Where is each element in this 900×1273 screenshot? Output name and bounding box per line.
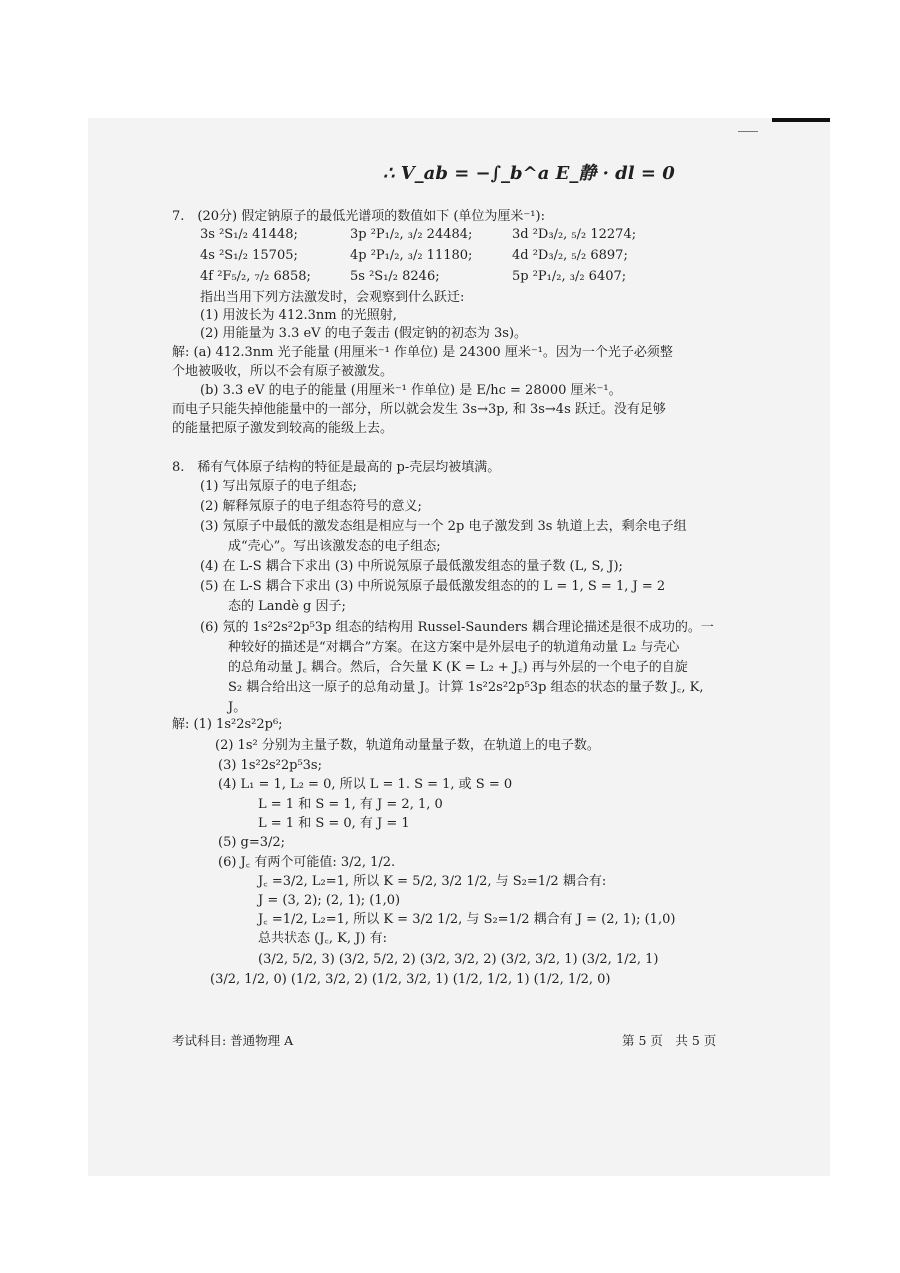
term-4f: 4f ²F₅/₂, ₇/₂ 6858;: [200, 269, 311, 284]
footer-page-number: 第 5 页 共 5 页: [622, 1033, 717, 1048]
term-4s: 4s ²S₁/₂ 15705;: [200, 248, 298, 263]
q7-solution-line-4: 而电子只能失掉他能量中的一部分，所以就会发生 3s→3p, 和 3s→4s 跃迁。没有足够: [172, 402, 666, 417]
q8-solution-1: 解: (1) 1s²2s²2p⁶;: [172, 717, 283, 732]
q8-item-2: (2) 解释氖原子的电子组态符号的意义;: [200, 499, 422, 514]
q7-intro: 7. (20分) 假定钠原子的最低光谱项的数值如下 (单位为厘米⁻¹):: [172, 209, 545, 224]
q8-solution-5: (5) g=3/2;: [218, 835, 286, 850]
term-3d: 3d ²D₃/₂, ₅/₂ 12274;: [512, 227, 637, 242]
q8-item-6-cont-1: 种较好的描述是“对耦合”方案。在这方案中是外层电子的轨道角动量 L₂ 与壳心: [228, 640, 680, 655]
q7-solution-line-1: 解: (a) 412.3nm 光子能量 (用厘米⁻¹ 作单位) 是 24300 厘米⁻¹。因为一个光子必须整: [172, 345, 673, 360]
term-3p: 3p ²P₁/₂, ₃/₂ 24484;: [350, 227, 473, 242]
q8-item-5: (5) 在 L-S 耦合下求出 (3) 中所说氖原子最低激发组态的的 L = 1, S = 1, J = 2: [200, 579, 666, 594]
q8-solution-states-2: (3/2, 1/2, 0) (1/2, 3/2, 2) (1/2, 3/2, 1) (1/2, 1/2, 1) (1/2, 1/2, 0): [210, 972, 611, 987]
q8-item-5-cont: 态的 Landè g 因子;: [228, 599, 346, 614]
term-5p: 5p ²P₁/₂, ₃/₂ 6407;: [512, 269, 627, 284]
term-4p: 4p ²P₁/₂, ₃/₂ 11180;: [350, 248, 473, 263]
q8-solution-4a: L = 1 和 S = 1, 有 J = 2, 1, 0: [258, 797, 443, 812]
term-4d: 4d ²D₃/₂, ₅/₂ 6897;: [512, 248, 628, 263]
q7-prompt: 指出当用下列方法激发时，会观察到什么跃迁:: [200, 290, 465, 305]
footer-subject: 考试科目: 普通物理 A: [172, 1033, 294, 1048]
q8-item-3: (3) 氖原子中最低的激发态组是相应与一个 2p 电子激发到 3s 轨道上去，剩余电子组: [200, 519, 687, 534]
q7-item-2: (2) 用能量为 3.3 eV 的电子轰击 (假定钠的初态为 3s)。: [200, 326, 528, 341]
q7-solution-line-2: 个地被吸收，所以不会有原子被激发。: [172, 364, 394, 379]
q8-solution-6: (6) J꜀ 有两个可能值: 3/2, 1/2.: [218, 855, 396, 870]
q8-item-4: (4) 在 L-S 耦合下求出 (3) 中所说氖原子最低激发组态的量子数 (L, S, J);: [200, 559, 623, 574]
q8-item-1: (1) 写出氖原子的电子组态;: [200, 479, 357, 494]
q7-solution-line-5: 的能量把原子激发到较高的能级上去。: [172, 421, 394, 436]
q8-item-6-cont-4: J。: [228, 700, 247, 715]
formula: ∴ V_ab = −∫_b^a E_静 · dl = 0: [383, 163, 675, 184]
q8-item-3-cont: 成“壳心”。写出该激发态的电子组态;: [228, 539, 441, 554]
term-3s: 3s ²S₁/₂ 41448;: [200, 227, 298, 242]
q8-solution-2: (2) 1s² 分别为主量子数，轨道角动量量子数，在轨道上的电子数。: [215, 738, 600, 753]
q8-solution-6c: J꜀ =1/2, L₂=1, 所以 K = 3/2 1/2, 与 S₂=1/2 耦合有 J = (2, 1); (1,0): [258, 912, 676, 927]
q8-solution-3: (3) 1s²2s²2p⁵3s;: [218, 758, 322, 773]
q8-item-6-cont-3: S₂ 耦合给出这一原子的总角动量 J。计算 1s²2s²2p⁵3p 组态的状态的量子数 J꜀, K,: [228, 680, 704, 695]
q8-solution-6d: 总共状态 (J꜀, K, J) 有:: [258, 931, 387, 946]
q8-solution-4b: L = 1 和 S = 0, 有 J = 1: [258, 816, 410, 831]
q7-item-1: (1) 用波长为 412.3nm 的光照射,: [200, 308, 397, 323]
term-5s: 5s ²S₁/₂ 8246;: [350, 269, 440, 284]
q8-solution-6b: J = (3, 2); (2, 1); (1,0): [258, 893, 401, 908]
q7-solution-line-3: (b) 3.3 eV 的电子的能量 (用厘米⁻¹ 作单位) 是 E/hc = 28000 厘米⁻¹。: [200, 383, 622, 398]
q8-item-6-cont-2: 的总角动量 J꜀ 耦合。然后，合矢量 K (K = L₂ + J꜀) 再与外层的一个电子的自旋: [228, 660, 688, 675]
q8-solution-4: (4) L₁ = 1, L₂ = 0, 所以 L = 1. S = 1, 或 S = 0: [218, 777, 513, 792]
q8-solution-6a: J꜀ =3/2, L₂=1, 所以 K = 5/2, 3/2 1/2, 与 S₂=1/2 耦合有:: [258, 874, 607, 889]
q8-solution-states-1: (3/2, 5/2, 3) (3/2, 5/2, 2) (3/2, 3/2, 2) (3/2, 3/2, 1) (3/2, 1/2, 1): [258, 952, 659, 967]
q8-intro: 8. 稀有气体原子结构的特征是最高的 p-壳层均被填满。: [172, 460, 501, 475]
q8-item-6: (6) 氖的 1s²2s²2p⁵3p 组态的结构用 Russel-Saunders 耦合理论描述是很不成功的。一: [200, 620, 714, 635]
